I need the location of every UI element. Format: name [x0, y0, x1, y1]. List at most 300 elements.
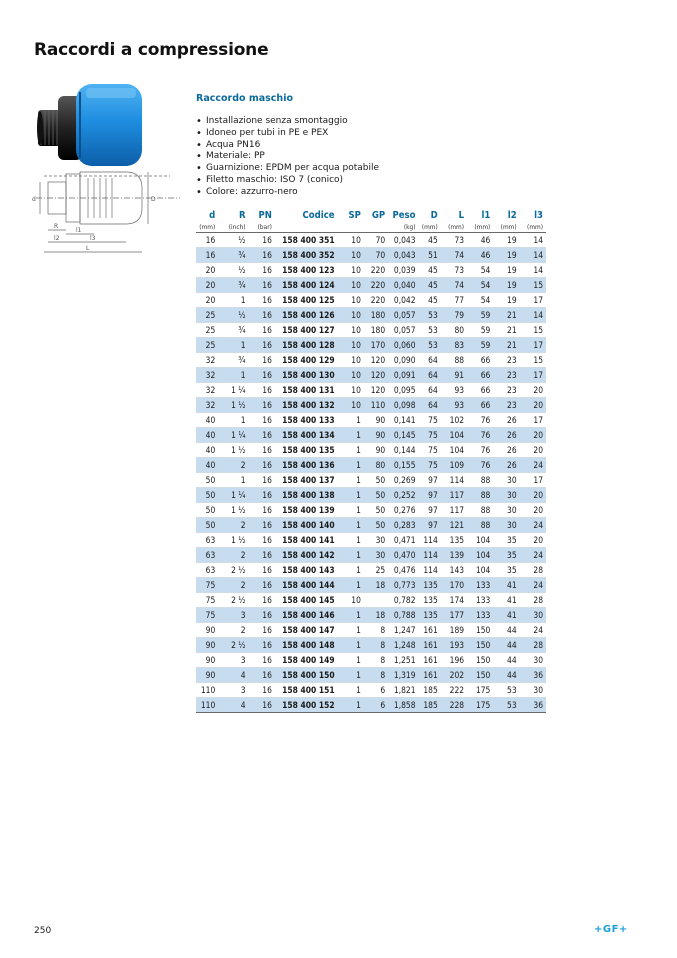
- table-cell: 16: [249, 653, 275, 668]
- product-code-cell: 158 400 141: [275, 533, 338, 548]
- table-cell: 0,470: [388, 548, 418, 563]
- product-code-cell: 158 400 139: [275, 503, 338, 518]
- table-cell: 25: [196, 323, 218, 338]
- table-cell: 88: [467, 488, 493, 503]
- table-cell: 150: [467, 638, 493, 653]
- table-cell: 1,247: [388, 623, 418, 638]
- table-cell: ¾: [218, 278, 248, 293]
- table-cell: 35: [493, 548, 519, 563]
- table-cell: 202: [441, 668, 467, 683]
- table-cell: 28: [520, 593, 546, 608]
- table-cell: 30: [520, 653, 546, 668]
- table-cell: 76: [467, 443, 493, 458]
- table-cell: 1: [338, 608, 364, 623]
- table-cell: 77: [441, 293, 467, 308]
- feature-item: • Installazione senza smontaggio: [196, 116, 379, 128]
- drawing-label-l3: l3: [90, 235, 96, 242]
- table-cell: 120: [364, 353, 388, 368]
- table-row: [196, 608, 546, 623]
- table-cell: 26: [493, 428, 519, 443]
- table-cell: 32: [196, 398, 218, 413]
- table-cell: 63: [196, 563, 218, 578]
- table-row: [196, 323, 546, 338]
- table-cell: 90: [364, 428, 388, 443]
- drawing-label-big-d: D: [151, 196, 156, 203]
- table-cell: 16: [249, 458, 275, 473]
- table-cell: 0,782: [388, 593, 418, 608]
- table-cell: 30: [493, 473, 519, 488]
- table-cell: 1: [218, 293, 248, 308]
- table-cell: 110: [364, 398, 388, 413]
- feature-item: • Materiale: PP: [196, 151, 379, 163]
- table-cell: 90: [364, 443, 388, 458]
- table-cell: 10: [338, 593, 364, 608]
- table-cell: 50: [364, 473, 388, 488]
- table-units-row: [196, 222, 546, 233]
- table-cell: 10: [338, 383, 364, 398]
- table-cell: 15: [520, 278, 546, 293]
- table-row: [196, 443, 546, 458]
- table-cell: 117: [441, 503, 467, 518]
- table-cell: 0,269: [388, 473, 418, 488]
- product-code-cell: 158 400 131: [275, 383, 338, 398]
- table-cell: 35: [493, 533, 519, 548]
- table-cell: 44: [493, 638, 519, 653]
- table-cell: 75: [196, 578, 218, 593]
- table-cell: 14: [520, 308, 546, 323]
- table-cell: 133: [467, 593, 493, 608]
- table-cell: 75: [196, 608, 218, 623]
- table-row: [196, 503, 546, 518]
- table-cell: 0,144: [388, 443, 418, 458]
- table-cell: 0,283: [388, 518, 418, 533]
- table-cell: 0,040: [388, 278, 418, 293]
- table-cell: 70: [364, 248, 388, 263]
- table-cell: 53: [493, 683, 519, 698]
- table-cell: 1: [338, 533, 364, 548]
- table-cell: 17: [520, 413, 546, 428]
- table-cell: 10: [338, 338, 364, 353]
- column-header: Codice: [302, 210, 335, 221]
- table-cell: 93: [441, 398, 467, 413]
- table-cell: 16: [249, 383, 275, 398]
- column-header: d: [209, 210, 216, 221]
- table-cell: 20: [520, 488, 546, 503]
- table-cell: 150: [467, 668, 493, 683]
- table-cell: 45: [419, 293, 441, 308]
- table-row: [196, 353, 546, 368]
- table-cell: 28: [520, 563, 546, 578]
- table-cell: 0,043: [388, 233, 418, 248]
- table-cell: 54: [467, 263, 493, 278]
- table-cell: 88: [467, 473, 493, 488]
- table-row: [196, 593, 546, 608]
- table-cell: 45: [419, 263, 441, 278]
- table-cell: 1: [338, 638, 364, 653]
- table-cell: 1: [338, 518, 364, 533]
- table-cell: 16: [249, 338, 275, 353]
- table-cell: 64: [419, 383, 441, 398]
- table-cell: 46: [467, 233, 493, 248]
- table-cell: 32: [196, 353, 218, 368]
- table-cell: ¾: [218, 323, 248, 338]
- table-cell: 25: [196, 308, 218, 323]
- table-cell: 23: [493, 353, 519, 368]
- table-cell: 59: [467, 308, 493, 323]
- table-cell: 20: [520, 428, 546, 443]
- table-cell: 1: [338, 428, 364, 443]
- table-cell: 97: [419, 503, 441, 518]
- table-cell: 53: [419, 338, 441, 353]
- table-cell: 0,060: [388, 338, 418, 353]
- product-code-cell: 158 400 142: [275, 548, 338, 563]
- table-cell: 1: [338, 458, 364, 473]
- table-cell: 50: [364, 518, 388, 533]
- table-cell: 8: [364, 668, 388, 683]
- table-cell: 175: [467, 683, 493, 698]
- table-cell: 90: [196, 623, 218, 638]
- table-cell: ¾: [218, 248, 248, 263]
- table-cell: 117: [441, 488, 467, 503]
- table-cell: 16: [249, 398, 275, 413]
- table-cell: 16: [249, 308, 275, 323]
- table-cell: 64: [419, 398, 441, 413]
- table-row: [196, 488, 546, 503]
- drawing-label-l1: l1: [76, 227, 82, 234]
- table-row: [196, 638, 546, 653]
- table-cell: 1: [338, 683, 364, 698]
- table-cell: 76: [467, 428, 493, 443]
- table-cell: 16: [249, 578, 275, 593]
- table-cell: 20: [520, 503, 546, 518]
- table-cell: 2: [218, 458, 248, 473]
- table-cell: 114: [419, 548, 441, 563]
- product-code-cell: 158 400 140: [275, 518, 338, 533]
- table-cell: 0,276: [388, 503, 418, 518]
- product-code-cell: 158 400 133: [275, 413, 338, 428]
- column-header: l1: [481, 210, 491, 221]
- table-cell: 8: [364, 638, 388, 653]
- table-cell: 150: [467, 653, 493, 668]
- table-cell: 90: [196, 668, 218, 683]
- table-cell: 114: [419, 563, 441, 578]
- table-body: [196, 233, 546, 713]
- table-cell: 139: [441, 548, 467, 563]
- table-cell: 1,858: [388, 698, 418, 713]
- table-cell: 104: [441, 428, 467, 443]
- table-cell: 4: [218, 668, 248, 683]
- table-cell: 150: [467, 623, 493, 638]
- table-cell: 135: [419, 578, 441, 593]
- fitting-product-image: [36, 80, 146, 170]
- table-cell: 3: [218, 683, 248, 698]
- table-cell: 16: [249, 608, 275, 623]
- table-cell: 1: [338, 578, 364, 593]
- table-cell: 120: [364, 368, 388, 383]
- table-cell: 0,042: [388, 293, 418, 308]
- table-cell: 4: [218, 698, 248, 713]
- table-cell: 1: [338, 503, 364, 518]
- table-cell: 90: [364, 413, 388, 428]
- table-cell: 1 ½: [218, 443, 248, 458]
- table-cell: 0,773: [388, 578, 418, 593]
- table-cell: 220: [364, 263, 388, 278]
- table-cell: 6: [364, 683, 388, 698]
- table-cell: 53: [419, 323, 441, 338]
- table-cell: 1: [338, 668, 364, 683]
- table-cell: 2: [218, 548, 248, 563]
- table-cell: 16: [249, 683, 275, 698]
- table-cell: 75: [419, 443, 441, 458]
- table-cell: 16: [249, 563, 275, 578]
- table-cell: 50: [196, 473, 218, 488]
- table-cell: 1,821: [388, 683, 418, 698]
- product-code-cell: 158 400 128: [275, 338, 338, 353]
- table-cell: 0,095: [388, 383, 418, 398]
- product-code-cell: 158 400 135: [275, 443, 338, 458]
- table-cell: 0,091: [388, 368, 418, 383]
- table-cell: 1: [338, 698, 364, 713]
- table-cell: 54: [467, 278, 493, 293]
- column-unit: (mm): [441, 222, 467, 233]
- table-cell: 44: [493, 623, 519, 638]
- table-cell: 1: [338, 488, 364, 503]
- table-row: [196, 518, 546, 533]
- table-cell: 40: [196, 458, 218, 473]
- table-cell: 0,471: [388, 533, 418, 548]
- table-cell: 135: [441, 533, 467, 548]
- table-cell: 1,248: [388, 638, 418, 653]
- table-cell: 10: [338, 293, 364, 308]
- product-code-cell: 158 400 148: [275, 638, 338, 653]
- table-cell: 133: [467, 578, 493, 593]
- table-cell: 10: [338, 398, 364, 413]
- column-unit: (bar): [249, 222, 275, 233]
- table-cell: 74: [441, 278, 467, 293]
- table-cell: 109: [441, 458, 467, 473]
- table-cell: 16: [249, 353, 275, 368]
- table-cell: 16: [249, 323, 275, 338]
- column-unit: (mm): [196, 222, 218, 233]
- table-cell: 2: [218, 578, 248, 593]
- table-cell: 2 ½: [218, 563, 248, 578]
- table-cell: 32: [196, 368, 218, 383]
- table-cell: 1 ½: [218, 503, 248, 518]
- table-row: [196, 338, 546, 353]
- table-cell: 23: [493, 368, 519, 383]
- table-cell: 19: [493, 263, 519, 278]
- product-code-cell: 158 400 129: [275, 353, 338, 368]
- column-unit: (mm): [419, 222, 441, 233]
- column-header: Peso: [392, 210, 416, 221]
- table-cell: 21: [493, 338, 519, 353]
- table-cell: 23: [493, 398, 519, 413]
- table-cell: 8: [364, 653, 388, 668]
- table-row: [196, 308, 546, 323]
- table-cell: 222: [441, 683, 467, 698]
- table-cell: 17: [520, 338, 546, 353]
- table-row: [196, 653, 546, 668]
- table-cell: 20: [520, 533, 546, 548]
- table-cell: 114: [419, 533, 441, 548]
- table-row: [196, 548, 546, 563]
- product-code-cell: 158 400 132: [275, 398, 338, 413]
- table-cell: 0,043: [388, 248, 418, 263]
- table-cell: 16: [249, 533, 275, 548]
- table-row: [196, 278, 546, 293]
- column-header: GP: [371, 210, 386, 221]
- table-cell: 1: [338, 473, 364, 488]
- table-cell: 3: [218, 653, 248, 668]
- table-cell: [364, 593, 388, 608]
- product-code-cell: 158 400 130: [275, 368, 338, 383]
- table-cell: 228: [441, 698, 467, 713]
- table-cell: 14: [520, 233, 546, 248]
- table-cell: 104: [441, 443, 467, 458]
- table-cell: 90: [196, 653, 218, 668]
- table-cell: 54: [467, 293, 493, 308]
- table-cell: 16: [249, 698, 275, 713]
- product-table: [196, 210, 546, 713]
- table-row: [196, 368, 546, 383]
- table-cell: 1,319: [388, 668, 418, 683]
- table-cell: 73: [441, 263, 467, 278]
- table-cell: 16: [249, 488, 275, 503]
- feature-item: • Idoneo per tubi in PE e PEX: [196, 128, 379, 140]
- table-cell: 143: [441, 563, 467, 578]
- product-code-cell: 158 400 125: [275, 293, 338, 308]
- table-cell: 25: [196, 338, 218, 353]
- table-cell: 20: [196, 293, 218, 308]
- column-header: R: [239, 210, 246, 221]
- table-cell: 193: [441, 638, 467, 653]
- page-title: Raccordi a compressione: [34, 40, 269, 60]
- table-row: [196, 698, 546, 713]
- table-cell: 1: [218, 473, 248, 488]
- table-cell: 10: [338, 278, 364, 293]
- page-number: 250: [34, 926, 52, 936]
- table-cell: 14: [520, 263, 546, 278]
- table-cell: 0,039: [388, 263, 418, 278]
- table-row: [196, 578, 546, 593]
- table-cell: 80: [441, 323, 467, 338]
- table-cell: 2: [218, 623, 248, 638]
- product-code-cell: 158 400 149: [275, 653, 338, 668]
- table-cell: 24: [520, 578, 546, 593]
- table-cell: 44: [493, 653, 519, 668]
- table-cell: 16: [249, 263, 275, 278]
- table-row: [196, 293, 546, 308]
- table-cell: 19: [493, 233, 519, 248]
- table-cell: 20: [196, 278, 218, 293]
- table-cell: 0,155: [388, 458, 418, 473]
- product-code-cell: 158 400 146: [275, 608, 338, 623]
- table-cell: 50: [196, 488, 218, 503]
- table-cell: 15: [520, 323, 546, 338]
- table-cell: ½: [218, 233, 248, 248]
- table-cell: 135: [419, 593, 441, 608]
- table-cell: 121: [441, 518, 467, 533]
- product-code-cell: 158 400 124: [275, 278, 338, 293]
- table-cell: 90: [196, 638, 218, 653]
- table-cell: 8: [364, 623, 388, 638]
- table-cell: 16: [249, 233, 275, 248]
- table-cell: 18: [364, 578, 388, 593]
- table-cell: 185: [419, 698, 441, 713]
- table-cell: 16: [249, 668, 275, 683]
- table-cell: 16: [249, 368, 275, 383]
- table-cell: 10: [338, 368, 364, 383]
- table-cell: 1: [218, 413, 248, 428]
- table-cell: 24: [520, 518, 546, 533]
- feature-item: • Acqua PN16: [196, 140, 379, 152]
- table-cell: 97: [419, 473, 441, 488]
- table-cell: 16: [249, 623, 275, 638]
- table-cell: 161: [419, 638, 441, 653]
- table-cell: 161: [419, 623, 441, 638]
- table-cell: 30: [364, 533, 388, 548]
- product-code-cell: 158 400 352: [275, 248, 338, 263]
- drawing-label-d: d: [32, 196, 36, 203]
- table-cell: 59: [467, 338, 493, 353]
- table-cell: 64: [419, 353, 441, 368]
- table-cell: 36: [520, 668, 546, 683]
- table-cell: 1: [338, 548, 364, 563]
- table-cell: 30: [364, 548, 388, 563]
- table-cell: 180: [364, 308, 388, 323]
- product-code-cell: 158 400 134: [275, 428, 338, 443]
- table-cell: 75: [419, 428, 441, 443]
- table-cell: ½: [218, 308, 248, 323]
- table-cell: 16: [249, 473, 275, 488]
- table-cell: 19: [493, 293, 519, 308]
- table-cell: 63: [196, 548, 218, 563]
- table-cell: 17: [520, 473, 546, 488]
- product-code-cell: 158 400 126: [275, 308, 338, 323]
- table-cell: 1: [338, 623, 364, 638]
- column-header: L: [458, 210, 465, 221]
- table-cell: 16: [249, 503, 275, 518]
- drawing-label-r: R: [54, 223, 59, 230]
- column-unit: (mm): [467, 222, 493, 233]
- table-cell: 16: [249, 278, 275, 293]
- table-cell: 16: [249, 248, 275, 263]
- table-cell: 88: [467, 503, 493, 518]
- table-cell: 10: [338, 233, 364, 248]
- table-cell: 53: [419, 308, 441, 323]
- table-cell: 0,476: [388, 563, 418, 578]
- table-cell: 16: [196, 248, 218, 263]
- table-cell: 40: [196, 413, 218, 428]
- table-cell: 15: [520, 353, 546, 368]
- table-cell: 0,057: [388, 323, 418, 338]
- table-cell: 26: [493, 458, 519, 473]
- column-unit: (inch): [218, 222, 248, 233]
- table-cell: 41: [493, 608, 519, 623]
- table-cell: 75: [419, 413, 441, 428]
- product-code-cell: 158 400 145: [275, 593, 338, 608]
- product-code-cell: 158 400 143: [275, 563, 338, 578]
- table-cell: 16: [249, 293, 275, 308]
- table-cell: 30: [493, 503, 519, 518]
- table-cell: 10: [338, 308, 364, 323]
- table-row: [196, 668, 546, 683]
- table-cell: 30: [493, 488, 519, 503]
- table-cell: 16: [249, 593, 275, 608]
- drawing-label-l2: l2: [54, 235, 60, 242]
- column-unit: [364, 222, 388, 233]
- table-cell: 220: [364, 278, 388, 293]
